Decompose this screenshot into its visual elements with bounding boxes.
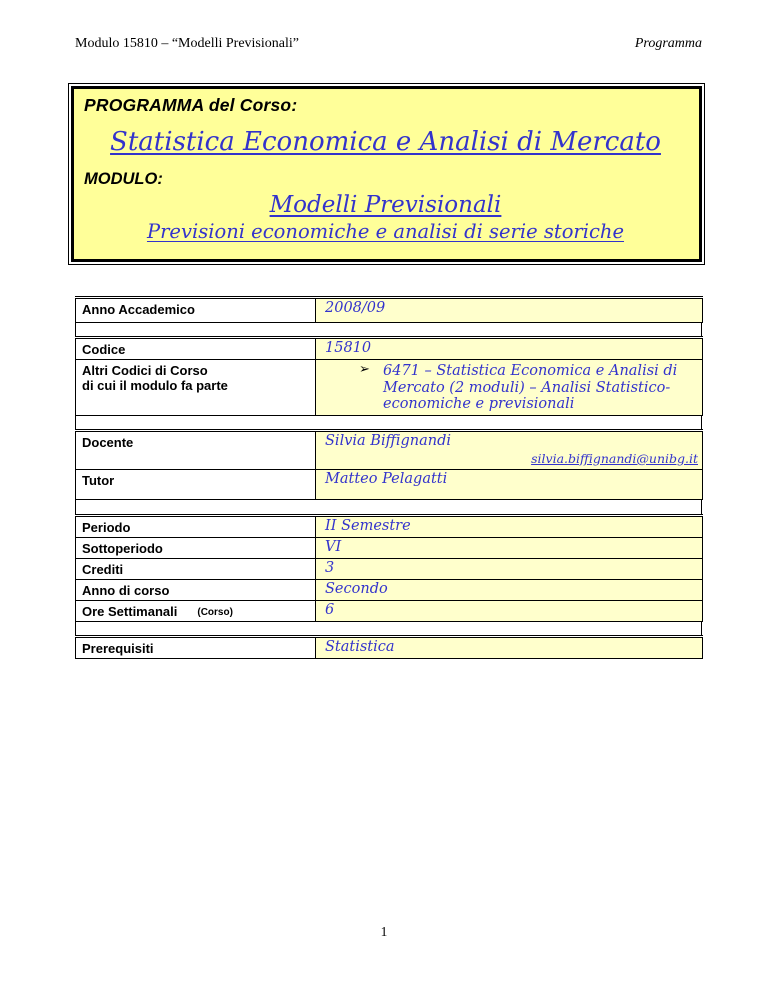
module-subtitle: Previsioni economiche e analisi di serie storiche: [146, 220, 625, 243]
table-row: [76, 637, 703, 659]
module-label: MODULO:: [84, 170, 163, 188]
table-spacer: [75, 622, 702, 635]
table-periodo: [75, 514, 703, 622]
row-label-prerequisiti: Prerequisiti: [76, 637, 316, 659]
table-row: [76, 338, 703, 360]
row-value-tutor: Matteo Pelagatti: [316, 470, 703, 500]
table-spacer: [75, 323, 702, 336]
row-value-ore-settimanali: 6: [316, 601, 703, 622]
course-title: Statistica Economica e Analisi di Mercato: [110, 127, 661, 157]
table-anno-accademico: [75, 296, 703, 323]
table-row: [76, 538, 703, 559]
running-header-right: Programma: [634, 36, 702, 51]
row-label-tutor: Tutor: [76, 470, 316, 500]
row-value-anno-di-corso: Secondo: [316, 580, 703, 601]
docente-email-line: [325, 451, 698, 468]
row-label-codice: Codice: [76, 338, 316, 360]
table-row: [76, 559, 703, 580]
table-row: [76, 601, 703, 622]
table-row: [76, 298, 703, 323]
docente-email-link[interactable]: silvia.biffignandi@unibg.it: [531, 450, 698, 466]
table-row: [76, 360, 703, 416]
table-codici: [75, 336, 703, 416]
table-row: [76, 470, 703, 500]
row-value-altri-codici: [316, 360, 703, 416]
table-prerequisiti: [75, 635, 703, 659]
page-number: 1: [380, 924, 388, 939]
altri-codici-value: 6471 – Statistica Economica e Analisi di Mercato (2 moduli) – Analisi Statistico-economiche e previsionali: [383, 363, 678, 413]
row-label-anno-di-corso: Anno di corso: [76, 580, 316, 601]
docente-name: Silvia Biffignandi: [325, 433, 452, 450]
row-value-sottoperiodo: VI: [316, 538, 703, 559]
row-value-crediti: 3: [316, 559, 703, 580]
row-label-docente: Docente: [76, 431, 316, 470]
arrow-bullet-icon: ➢: [359, 362, 370, 377]
table-docenti: [75, 429, 703, 500]
table-row: [76, 516, 703, 538]
table-row: [76, 580, 703, 601]
program-title-box-inner: [71, 86, 702, 262]
table-spacer: [75, 500, 702, 514]
running-header-left: Modulo 15810 – “Modelli Previsionali”: [75, 36, 299, 51]
course-info-tables: [75, 296, 702, 659]
altri-codici-label-line2: di cui il modulo fa parte: [82, 378, 228, 393]
ore-settimanali-note: (Corso): [197, 607, 233, 619]
row-label-ore-settimanali: [76, 601, 316, 622]
row-label-sottoperiodo: Sottoperiodo: [76, 538, 316, 559]
row-label-anno-accademico: Anno Accademico: [76, 298, 316, 323]
table-spacer: [75, 416, 702, 429]
altri-codici-label-line1: Altri Codici di Corso: [82, 363, 208, 378]
row-label-crediti: Crediti: [76, 559, 316, 580]
row-value-codice: 15810: [316, 338, 703, 360]
table-row: [76, 431, 703, 470]
row-label-altri-codici: [76, 360, 316, 416]
bullet-list-item: [325, 361, 698, 413]
program-label: PROGRAMMA del Corso:: [84, 95, 298, 115]
row-label-periodo: Periodo: [76, 516, 316, 538]
row-value-periodo: II Semestre: [316, 516, 703, 538]
row-value-docente: [316, 431, 703, 470]
ore-settimanali-label: Ore Settimanali: [82, 604, 178, 620]
program-title-box: [68, 83, 705, 265]
row-value-anno-accademico: 2008/09: [316, 298, 703, 323]
module-title: Modelli Previsionali: [269, 192, 502, 218]
row-value-prerequisiti: Statistica: [316, 637, 703, 659]
